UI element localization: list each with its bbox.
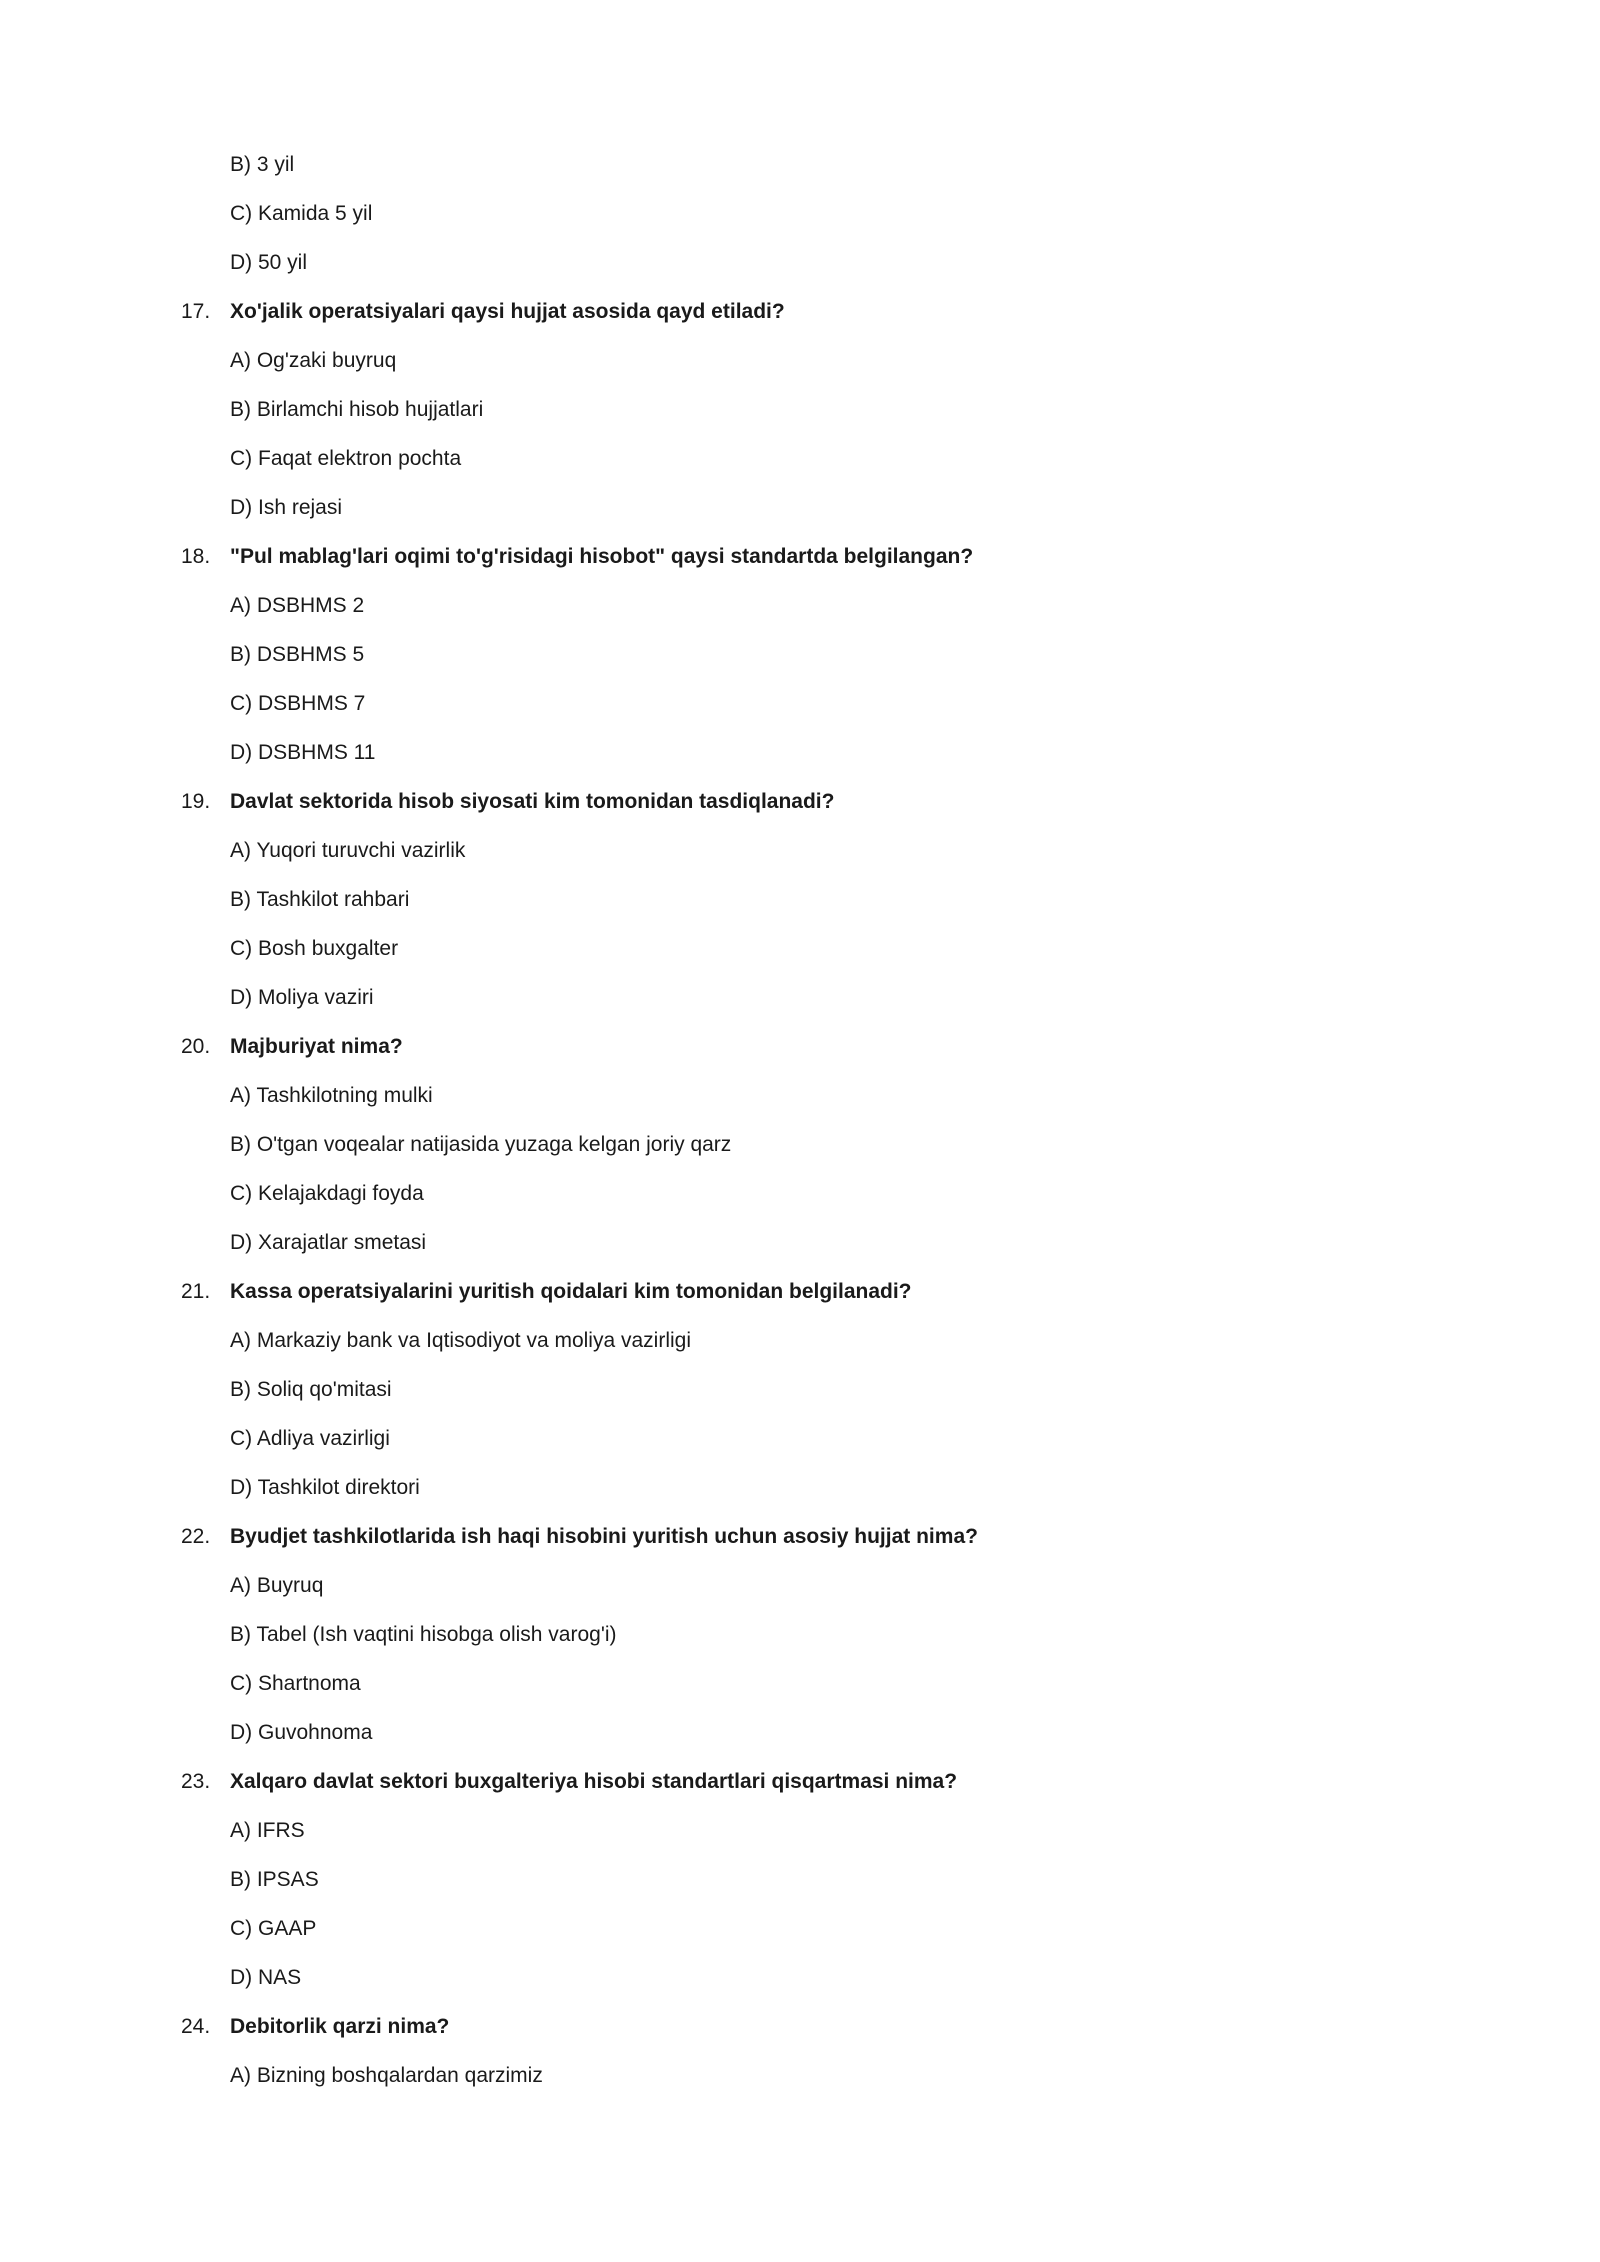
option-c: C) DSBHMS 7: [230, 692, 366, 715]
option-c: C) Shartnoma: [230, 1672, 361, 1695]
option-a: A) DSBHMS 2: [230, 594, 365, 617]
option-d: D) DSBHMS 11: [230, 741, 376, 764]
option-a: A) Bizning boshqalardan qarzimiz: [230, 2064, 543, 2087]
option-a: A) Buyruq: [230, 1574, 324, 1597]
question-text: "Pul mablag'lari oqimi to'g'risidagi hisobot" qaysi standartda belgilangan?: [230, 545, 974, 568]
option-c: C) Adliya vazirligi: [230, 1427, 390, 1450]
option-d: D) Ish rejasi: [230, 496, 343, 519]
option-a: A) Markaziy bank va Iqtisodiyot va moliya vazirligi: [230, 1329, 691, 1352]
question-text: Xo'jalik operatsiyalari qaysi hujjat asosida qayd etiladi?: [230, 300, 785, 323]
option-d: D) Tashkilot direktori: [230, 1476, 420, 1499]
option-d: D) Xarajatlar smetasi: [230, 1231, 427, 1254]
question-number: 23.: [181, 1770, 211, 1793]
option-b: B) Tashkilot rahbari: [230, 888, 410, 911]
option-d: D) Moliya vaziri: [230, 986, 374, 1009]
option-c: C) Kamida 5 yil: [230, 202, 373, 225]
question-text: Debitorlik qarzi nima?: [230, 2015, 450, 2038]
option-c: C) GAAP: [230, 1917, 317, 1940]
question-number: 22.: [181, 1525, 211, 1548]
question-text: Majburiyat nima?: [230, 1035, 403, 1058]
question-number: 19.: [181, 790, 211, 813]
question-text: Kassa operatsiyalarini yuritish qoidalari kim tomonidan belgilanadi?: [230, 1280, 912, 1303]
option-b: B) 3 yil: [230, 153, 295, 176]
question-number: 18.: [181, 545, 211, 568]
option-b: B) DSBHMS 5: [230, 643, 365, 666]
option-d: D) NAS: [230, 1966, 302, 1989]
option-b: B) Tabel (Ish vaqtini hisobga olish varog'i): [230, 1623, 617, 1646]
option-b: B) O'tgan voqealar natijasida yuzaga kelgan joriy qarz: [230, 1133, 732, 1156]
question-text: Xalqaro davlat sektori buxgalteriya hisobi standartlari qisqartmasi nima?: [230, 1770, 958, 1793]
option-b: B) Soliq qo'mitasi: [230, 1378, 392, 1401]
option-c: C) Faqat elektron pochta: [230, 447, 462, 470]
option-c: C) Bosh buxgalter: [230, 937, 399, 960]
question-number: 21.: [181, 1280, 211, 1303]
question-number: 24.: [181, 2015, 211, 2038]
option-d: D) 50 yil: [230, 251, 308, 274]
option-d: D) Guvohnoma: [230, 1721, 373, 1744]
option-a: A) Yuqori turuvchi vazirlik: [230, 839, 466, 862]
option-b: B) IPSAS: [230, 1868, 319, 1891]
option-a: A) IFRS: [230, 1819, 305, 1842]
option-c: C) Kelajakdagi foyda: [230, 1182, 424, 1205]
question-number: 20.: [181, 1035, 211, 1058]
question-number: 17.: [181, 300, 211, 323]
option-b: B) Birlamchi hisob hujjatlari: [230, 398, 484, 421]
question-text: Byudjet tashkilotlarida ish haqi hisobini yuritish uchun asosiy hujjat nima?: [230, 1525, 978, 1548]
option-a: A) Og'zaki buyruq: [230, 349, 397, 372]
question-text: Davlat sektorida hisob siyosati kim tomonidan tasdiqlanadi?: [230, 790, 835, 813]
option-a: A) Tashkilotning mulki: [230, 1084, 433, 1107]
